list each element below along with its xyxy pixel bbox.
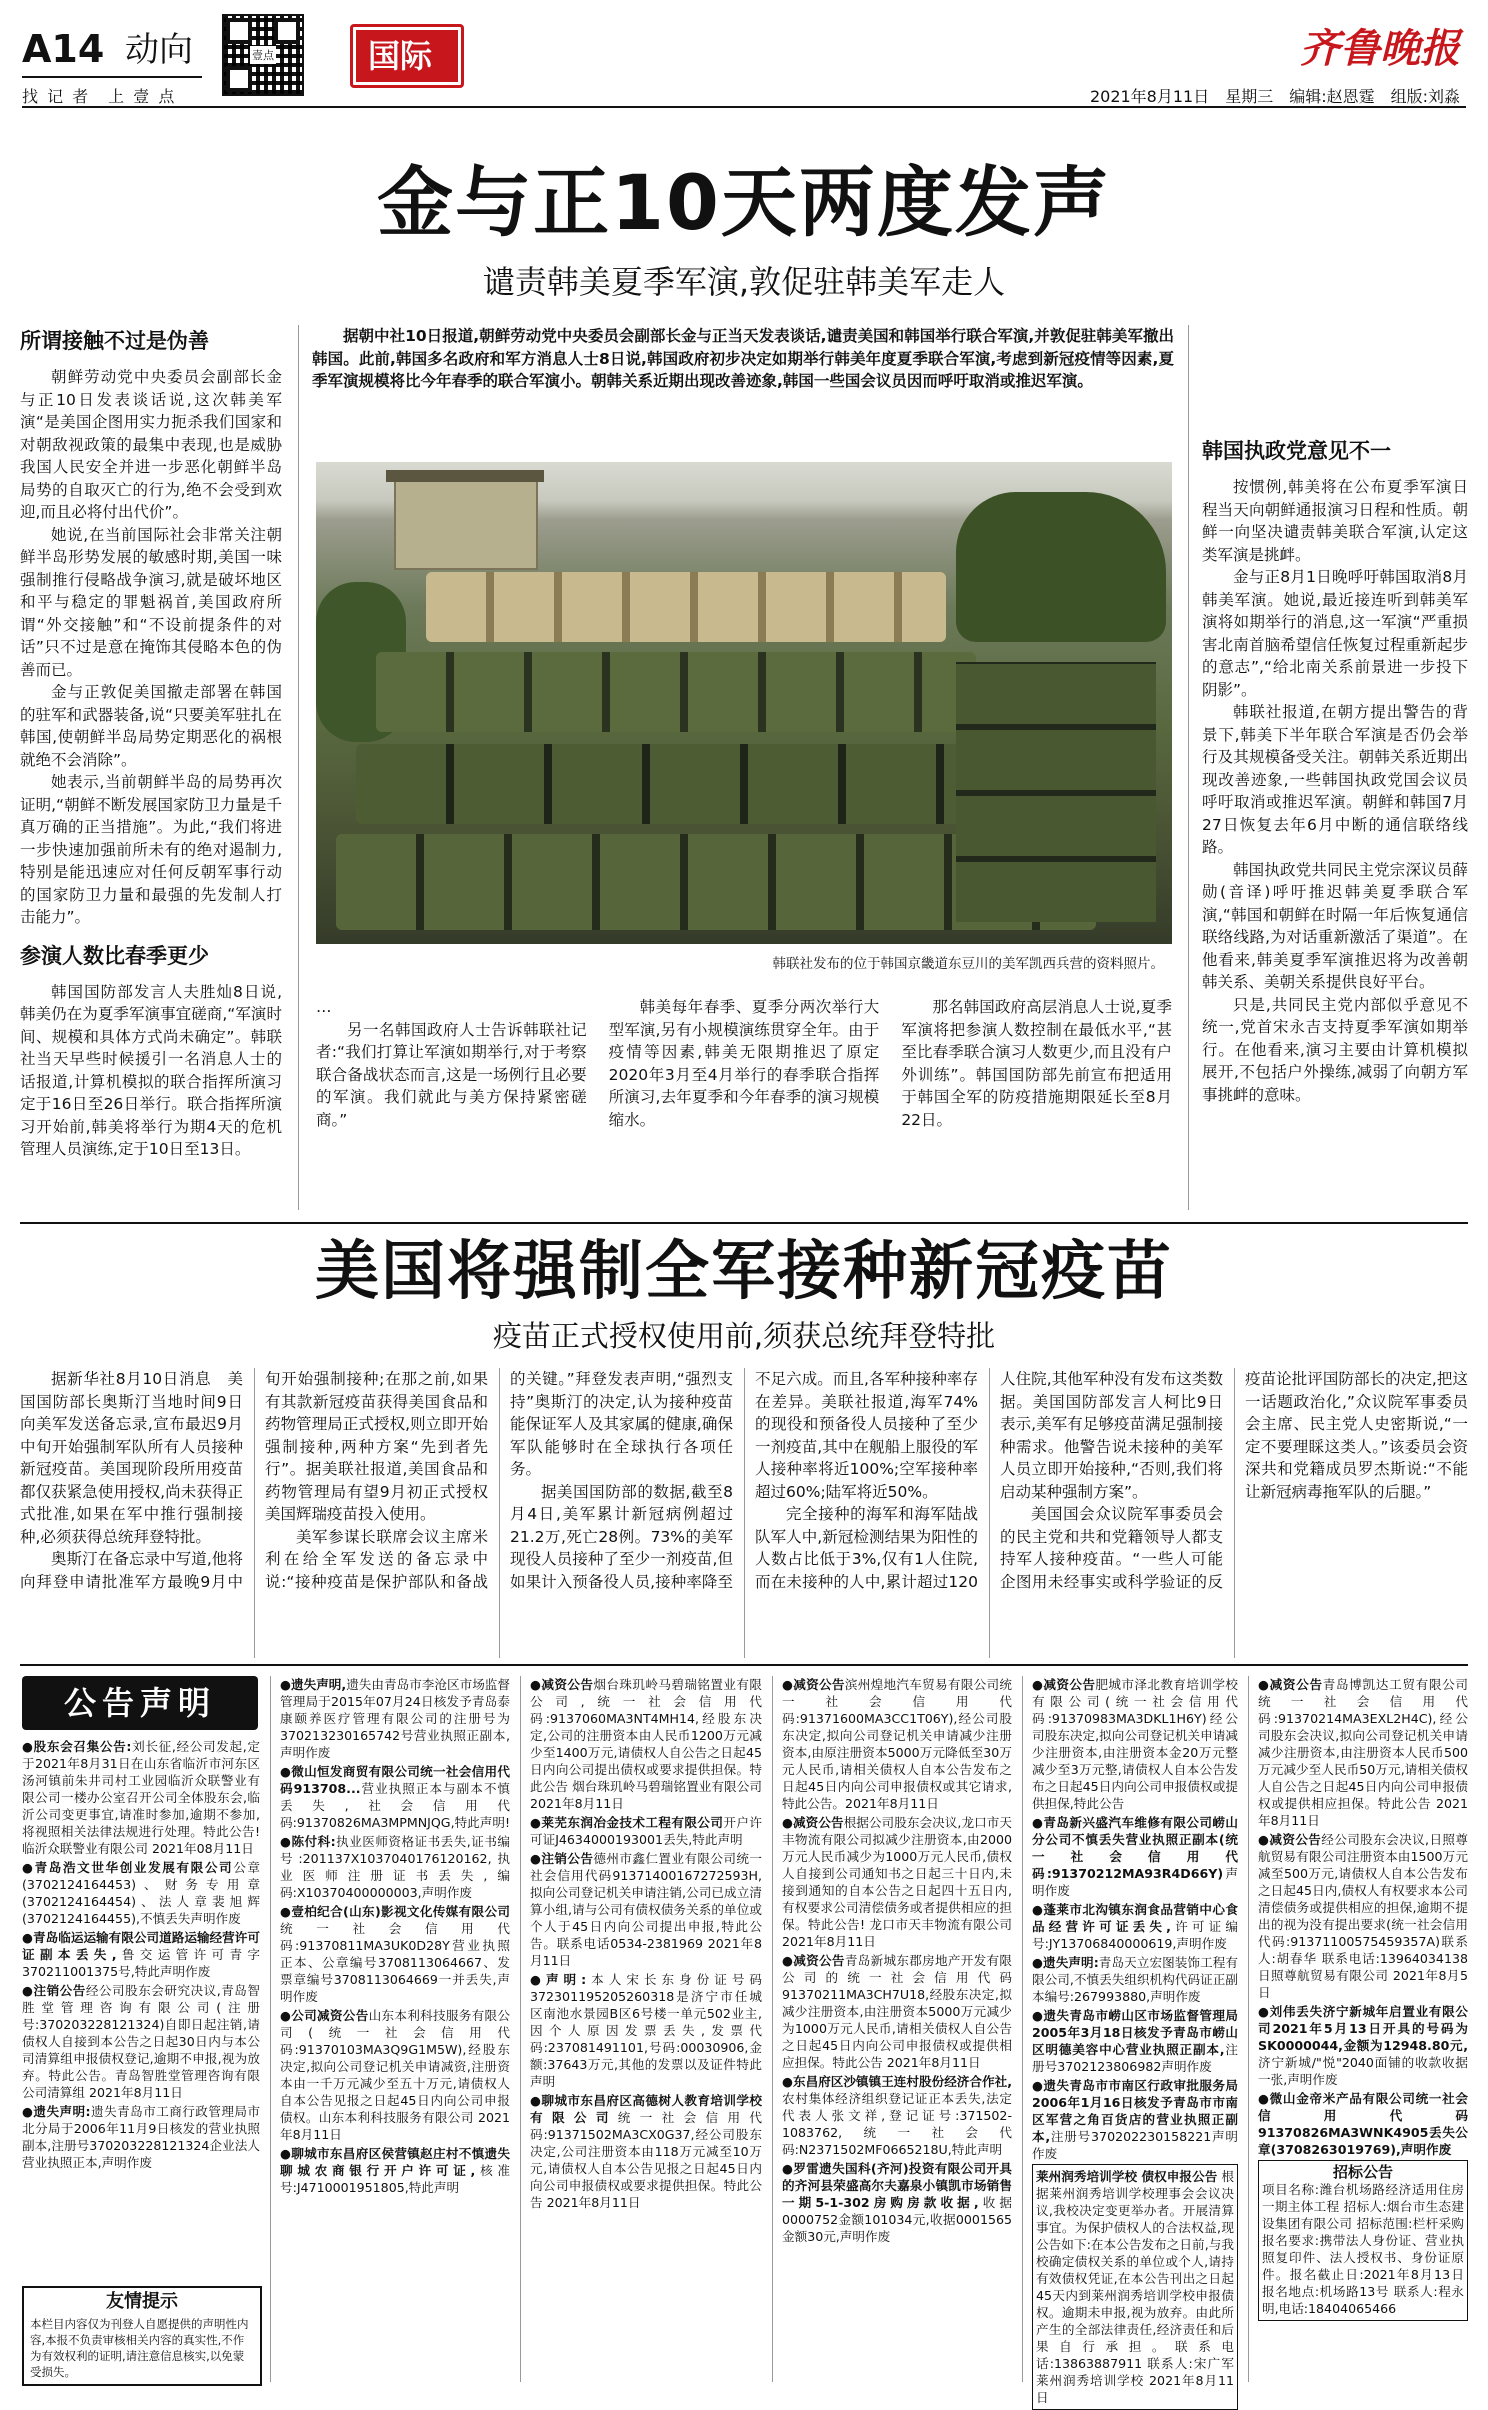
- paragraph: 另一名韩国政府人士告诉韩联社记者:“我们打算让军演如期举行,对于考察联合备战状态而言,这是一场例行且必要的军演。我们就此与美方保持紧密磋商。”: [316, 1020, 587, 1129]
- page-number: A14: [22, 27, 105, 71]
- article-separator: [20, 1222, 1468, 1224]
- photo-vehicle-row: [356, 744, 1036, 824]
- notice-item: ●莱芜东润冶金技术工程有限公司开户许可证J4634000193001丢失,特此声明: [530, 1815, 762, 1847]
- qr-label: 壹点: [250, 46, 276, 64]
- photo-building: [394, 476, 538, 570]
- notice-column-3: [530, 1676, 762, 2386]
- section-name: 动向: [125, 30, 193, 70]
- article2-title: 美国将强制全军接种新冠疫苗: [315, 1235, 1173, 1309]
- article1-middle-columns: [316, 996, 1172, 1216]
- notice-item: ●蓬莱市北沟镇东润食品营销中心食品经营许可证丢失,许可证编号:JY13706840000619,声明作废: [1032, 1902, 1238, 1951]
- article1-subtitle: 谴责韩美夏季军演,敦促驻韩美军走人: [482, 263, 1006, 301]
- qr-finder-icon: [226, 18, 252, 44]
- photo-caption: 韩联社发布的位于韩国京畿道东豆川的美军凯西兵营的资料照片。: [772, 956, 1164, 972]
- paragraph: 据新华社8月10日消息 美国国防部长奥斯汀当地时间9日向美军发送备忘录,宣布最迟9月中旬开始强制军队所有人员接种新冠疫苗。美国现阶段所用疫苗都仅获紧急使用授权,尚未获得正式批准,如果在军中推行强制接种,必须获得总统拜登特批。: [20, 1370, 243, 1546]
- notice-item: ●公司减资公告山东本利科技服务有限公司(统一社会信用代码:91370103MA3Q9G1M5W),经股东决定,拟向公司登记机关申请减资,注册资本由一千万元减少至五十万元,请债权人自本公告见报之日起45日内向公司申报债权。山东本利科技服务有限公司 2021年8月11日: [280, 2008, 510, 2142]
- left-subheading: 参演人数比春季更少: [20, 943, 209, 968]
- qr-code[interactable]: [222, 14, 304, 96]
- notice-item: ●青岛临运运输有限公司道路运输经营许可证副本丢失,鲁交运管许可青字370211001375号,特此声明作废: [22, 1930, 260, 1979]
- notice-banner: [22, 1676, 258, 1730]
- notice-column-4: [782, 1676, 1012, 2386]
- notice-item: ●减资公告滨州煌地汽车贸易有限公司统一社会信用代码:91371600MA3CC1T06Y),经公司股东决定,拟向公司登记机关申请减少注册资本,由原注册资本5000万元降低至30万元人民币,请相关债权人自本公告发布之日起45日内向公司申报债权或其它请求,特此公告。2021年8月11日: [782, 1677, 1012, 1811]
- paragraph: 完全接种的海军和海军陆战队军人中,新冠检测结果为阳性的人数占比低于3%,仅有1人住院,而在未接种的人中,累计超过120人住院,其他军种没有发布这类数据。美国国防部发言人柯比9日表示,美军有足够疫苗满足强制接种需求。他警告说未接种的美军人员立即开始接种,“否则,我们将启动某种强制方案”。: [755, 1370, 1223, 1591]
- paragraph: 她表示,当前朝鲜半岛的局势再次证明,“朝鲜不断发展国家防卫力量是千真万确的正当措施”。为此,“我们将进一步快速加强前所未有的绝对遏制力,特别是能迅速应对任何反朝军事行动的国家防卫力量和最强的先发制人打击能力”。: [20, 773, 282, 926]
- notice-column-6: [1258, 1676, 1468, 2386]
- column-divider: [1022, 1676, 1023, 2382]
- paragraph: 韩美每年春季、夏季分两次举行大型军演,另有小规模演练贯穿全年。由于疫情等因素,韩美无限期推迟了原定2020年3月至4月举行的春季联合指挥所演习,去年夏季和今年春季的演习规模缩水。: [608, 998, 880, 1129]
- paragraph: 韩联社报道,在朝方提出警告的背景下,韩美下半年联合军演是否仍会举行及其规模备受关注。朝韩关系近期出现改善迹象,一些韩国执政党国会议员呼吁取消或推迟军演。朝鲜和韩国7月27日恢复去年6月中断的通信联络线路。: [1202, 703, 1468, 856]
- paragraph: 金与正敦促美国撤走部署在韩国的驻军和武器装备,说“只要美军驻扎在韩国,使朝鲜半岛局势定期恶化的祸根就绝不会消除”。: [20, 683, 282, 769]
- paragraph: 按惯例,韩美将在公布夏季军演日程当天向朝鲜通报演习日程和性质。朝鲜一向坚决谴责韩美联合军演,认定这类军演是挑衅。: [1202, 478, 1468, 564]
- paragraph: 奥斯汀在备忘录中写道,他将向拜登申请批准军方最晚9月中旬开始强制接种;在那之前,如果有其款新冠疫苗获得美国食品和药物管理局正式授权,则立即开始强制接种,两种方案“先到者先行”。据美联社报道,美国食品和药物管理局有望9月初正式授权美国辉瑞疫苗投入使用。: [20, 1370, 488, 1591]
- paragraph: 美军参谋长联席会议主席米利在给全军发送的备忘录中说:“接种疫苗是保护部队和备战的关键。”拜登发表声明,“强烈支持”奥斯汀的决定,认为接种疫苗能保证军人及其家属的健康,确保军队能够时在全球执行各项任务。: [265, 1370, 733, 1591]
- notice-item: ●注销公告经公司股东会研究决议,青岛智胜堂管理咨询有限公司(注册号:370203228121324)自即日起注销,请债权人自接到本公告之日起30日内与本公司清算组申报债权登记,逾期不申报,视为放弃。特此公告。青岛智胜堂管理咨询有限公司清算组 2021年8月11日: [22, 1983, 260, 2100]
- paragraph: 据美国国防部的数据,截至8月4日,美军累计新冠病例超过21.2万,死亡28例。73%的美军现役人员接种了至少一剂疫苗,但如果计入预备役人员,接种率降至不足六成。而且,各军种接种率存在差异。美联社报道,海军74%的现役和预备役人员接种了至少一剂疫苗,其中在舰船上服役的军人接种率将近100%;空军接种率超过60%;陆军将近50%。: [510, 1370, 978, 1591]
- column-divider: [270, 1676, 271, 2382]
- notice-item: ●注销公告德州市鑫仁置业有限公司统一社会信用代码91371400167272593H,拟向公司登记机关申请注销,公司已成立清算小组,请与公司有债权债务关系的单位或个人于45日内向公司提出申报,特此公告。联系电话0534-2381969 2021年8月11日: [530, 1851, 762, 1968]
- notice-column-5: [1032, 1676, 1238, 2405]
- notice-item: ●青岛新兴盛汽车维修有限公司崂山分公司不慎丢失营业执照正副本(统一社会信用代码:91370212MA93R4D66Y)声明作废: [1032, 1815, 1238, 1898]
- notice-item: ●东昌府区沙镇镇王连村股份经济合作社,农村集体经济组织登记证正本丢失,法定代表人张文祥,登记证号:371502-1083762,统一社会代码:N2371502MF0665218U,特此声明: [782, 2074, 1012, 2157]
- notice-item: ●壹柏纪合(山东)影视文化传媒有限公司统一社会信用代码:91370811MA3UK0D28Y营业执照正本、公章编号3708113064667、发票章编号3708113064669一并丢失,声明作废: [280, 1904, 510, 2004]
- column-divider: [1248, 1676, 1249, 2382]
- notice-item: ●微山恒发商贸有限公司统一社会信用代码913708...营业执照正本与副本不慎丢失,社会信用代码:91370826MA3MPMNJQG,特此声明!: [280, 1764, 511, 1830]
- notice-item: ●减资公告肥城市泽北教育培训学校有限公司(统一社会信用代码:91370983MA3DKL1H6Y)经公司股东决定,拟向公司登记机关申请减少注册资本,由注册资本金20万元整减少至3万元整,请债权人自本公告发布之日起45日内向公司申报债权或提供担保,特此公告: [1032, 1677, 1238, 1811]
- page-header: [0, 0, 1488, 110]
- notice-item: ●微山金帝米产品有限公司统一社会信用代码91370826MA3WNK4905丢失公章(3708263019769),声明作废: [1258, 2091, 1468, 2157]
- paragraph: 朝鲜劳动党中央委员会副部长金与正10日发表谈话说,这次韩美军演“是美国企图用实力扼杀我们国家和对朝敌视政策的最集中表现,也是威胁我国人民安全并进一步恶化朝鲜半岛局势的自取灭亡的行为,绝不会受到欢迎,而且必将付出代价”。: [20, 368, 282, 521]
- notice-item: ●股东会召集公告:刘长征,经公司发起,定于2021年8月31日在山东省临沂市河东区汤河镇前朱井司村工业园临沂众联警业有限公司一楼办公室召开公司全体股东会,临沂公司变更事宜,请准时参加,逾期不参加,将视照相关法律法规进行处理。特此公告!临沂众联警业有限公司 2021年08月11日: [22, 1739, 260, 1856]
- notice-item: ●聊城市东昌府区侯营镇赵庄村不慎遗失聊城农商银行开户许可证,核准号:J4710001951805,特此声明: [280, 2146, 510, 2195]
- photo-building-roof: [386, 470, 544, 482]
- paragraph: 韩国国防部发言人夫胜灿8日说,韩美仍在为夏季军演事宜磋商,“军演时间、规模和具体方式尚未确定”。韩联社当天早些时候援引一名消息人士的话报道,计算机模拟的联合指挥所演习定于16日至26日举行。联合指挥所演习开始前,韩美将举行为期4天的危机管理人员演练,定于10日至13日。: [20, 982, 282, 1158]
- notice-item: 莱州润秀培训学校 债权申报公告 根据莱州润秀培训学校理事会会议决议,我校决定变更举办者。开展清算事宜。为保护债权人的合法权益,现公告如下:在本公告发布之日前,与我校确定债权关系的单位或个人,请持有效债权凭证,在本公告刊出之日起45天内到莱州润秀培训学校申报债权。逾期未申报,视为放弃。由此所产生的全部法律责任,经济责任和后果自行承担。联系电话:13863887911 联系人:宋广军 莱州润秀培训学校 2021年8月11日: [1032, 2164, 1238, 2410]
- photo-vehicle-row: [376, 652, 976, 732]
- article1-title: 金与正10天两度发声: [377, 158, 1111, 247]
- friendly-tip-text: 本栏目内容仅为刊登人自愿提供的声明性内容,本报不负责审核相关内容的真实性,不作为有效权利的证明,请注意信息核实,以免蒙受损失。: [30, 2317, 249, 2379]
- section-underline: [22, 76, 202, 78]
- notice-item: ●青岛浩文世华创业发展有限公司公章(3702124164453)、财务专用章(3702124164454)、法人章裴旭辉(3702124164455),不慎丢失声明作废: [22, 1860, 260, 1926]
- article-separator: [20, 1664, 1468, 1666]
- photo-tree: [956, 492, 1166, 642]
- article1-lead: [312, 325, 1174, 393]
- masthead-logo: 齐鲁晚报: [1300, 25, 1460, 72]
- notice-item: ●减资公告烟台珠玑岭马碧瑞铭置业有限公司,统一社会信用代码:9137060MA3NT4MH14,经股东决定,公司的注册资本由人民币1200万元减少至1400万元,请债权人自公告之日起45日内向公司提出债权或要求提供担保。特此公告 烟台珠玑岭马碧瑞铭置业有限公司 2021年8月11日: [530, 1677, 762, 1811]
- notice-item: ●减资公告根据公司股东会决议,龙口市天丰物流有限公司拟减少注册资本,由2000万元人民币减少为1000万元人民币,债权人自接到公司通知书之日起三十日内,未接到通知的自本公告之日起四十五日内,有权要求公司清偿债务或者提供相应的担保。特此公告! 龙口市天丰物流有限公司 2021年8月11日: [782, 1815, 1012, 1949]
- qr-finder-icon: [274, 18, 300, 44]
- header-tagline: 找 记 者 上 壹 点: [22, 87, 177, 106]
- article2-body: [20, 1368, 1468, 1658]
- photo-vehicle-row: [426, 572, 946, 642]
- column-divider: [1188, 325, 1189, 1210]
- notice-item: ●声明:本人宋长东身份证号码372301195205260318是济宁市任城区南池水景园B区6号楼一单元502业主,因个人原因发票丢失,发票代码:237081491101,号码:00030906,金额:37643万元,其他的发票以及证件特此声明: [530, 1972, 763, 2089]
- left-subheading: 所谓接触不过是伪善: [20, 329, 209, 353]
- notice-item: ●减资公告青岛博凯达工贸有限公司统一社会信用代码:91370214MA3EXL2H4C),经公司股东会决议,拟向公司登记机关申请减少注册资本,由注册资本人民币500万元减少至人民币50万元,请相关债权人自公告之日起45日内向公司申报债权或提供相应担保。特此公告 2021年8月11日: [1258, 1677, 1468, 1828]
- photo-vehicle-row: [956, 662, 1156, 922]
- notice-item: ●罗雷遗失国科(齐河)投资有限公司开具的齐河县荣盛高尔夫嘉泉小镇凯市场销售一期5-1-302房购房款收据,收据0000752金额101034元,收据0001565金额30元,声明作废: [782, 2161, 1012, 2244]
- notice-column-1: [22, 1738, 260, 2278]
- article1-left-column: [20, 320, 282, 1220]
- notice-item: ●陈付科:执业医师资格证书丢失,证书编号:201137X1037040176120162,执业医师注册证书丢失,编码:X10370400000003,声明作废: [280, 1834, 510, 1900]
- notice-item: ●刘伟丢失济宁新城年启置业有限公司2021年5月13日开具的号码为SK0000044,金额为12948.80元,济宁新城/"悦"2040面铺的收款收据一张,声明作废: [1258, 2004, 1468, 2087]
- notice-item: ●遗失青岛市崂山区市场监督管理局2005年3月18日核发予青岛市崂山区明德美容中心营业执照正副本,注册号3702123806982声明作废: [1032, 2008, 1238, 2074]
- qr-finder-icon: [226, 66, 252, 92]
- paragraph: 她说,在当前国际社会非常关注朝鲜半岛形势发展的敏感时期,美国一味强制推行侵略战争演习,就是破坏地区和平与稳定的罪魁祸首,美国政府所谓“外交接触”和“不设前提条件的对话”只不过是意在掩饰其侵略本色的伪善而已。: [20, 525, 282, 679]
- paragraph: …: [316, 998, 332, 1016]
- notice-item: ●遗失声明:青岛天立宏图装饰工程有限公司,不慎丢失组织机构代码证正副本编号:267993880,声明作废: [1032, 1955, 1238, 2004]
- notice-column-2: [280, 1676, 510, 2386]
- notice-item: ●聊城市东昌府区高德树人教育培训学校有限公司统一社会信用代码:91371502MA3CX0G37,经公司股东决定,公司注册资本由118万元减至10万元,请债权人自本公告见报之日起45日内向公司申报债权或要求提供担保。特此公告 2021年8月11日: [530, 2093, 763, 2210]
- notice-item: ●减资公告经公司股东会决议,日照尊航贸易有限公司注册资本由1500万元减至500万元,请债权人自本公告发布之日起45日内,债权人有权要求本公司清偿债务或提供相应的担保,逾期不提出的视为没有提出要求(统一社会信用代码:91371100575459357A)联系人:胡春华 联系电话:13964034138 日照尊航贸易有限公司 2021年8月5日: [1258, 1832, 1468, 2000]
- friendly-tip-box: [22, 2286, 262, 2386]
- paragraph: 金与正8月1日晚呼吁韩国取消8月韩美军演。她说,最近接连听到韩美军演将如期举行的消息,这一军演“严重损害北南首脑希望信任恢复过程重新起步的意志”,“给北南关系前景进一步投下阴影”。: [1202, 568, 1468, 699]
- news-photo[interactable]: [316, 462, 1172, 972]
- notice-item: ●遗失声明,遗失由青岛市李沧区市场监督管理局于2015年07月24日核发予青岛泰康颐养医疗管理有限公司的注册号为370213230165742号营业执照正副本,声明作废: [280, 1677, 510, 1760]
- notice-item: ●遗失青岛市市南区行政审批服务局2006年1月16日核发予青岛市市南区军营之角百货店的营业执照正副本,注册号370202230158221声明作废: [1032, 2078, 1238, 2161]
- column-divider: [298, 325, 299, 1210]
- right-subheading: 韩国执政党意见不一: [1202, 439, 1391, 463]
- column-divider: [772, 1676, 773, 2382]
- lead-paragraph: 据朝中社10日报道,朝鲜劳动党中央委员会副部长金与正当天发表谈话,谴责美国和韩国举行联合军演,并敦促驻韩美军撤出韩国。此前,韩国多名政府和军方消息人士8日说,韩国政府初步决定如期举行韩美年度夏季联合军演,考虑到新冠疫情等因素,夏季军演规模将比今年春季的联合军演小。朝韩关系近期出现改善迹象,韩国一些国会议员因而呼吁取消或推迟军演。: [312, 327, 1174, 390]
- channel-name: 国际: [368, 37, 433, 75]
- header-rule: [22, 106, 1466, 108]
- notice-banner-title: 公告声明: [63, 1684, 216, 1722]
- column-divider: [520, 1676, 521, 2382]
- article2-subtitle: 疫苗正式授权使用前,须获总统拜登特批: [492, 1319, 996, 1353]
- notice-item: 招标公告 项目名称:潍台机场路经济适用住房一期主体工程 招标人:烟台市生态建设集团有限公司 招标范围:栏杆采购 报名要求:携带法人身份证、营业执照复印件、法人授权书、身份证原件。报名截止日:2021年8月13日 报名地点:机场路13号 联系人:程永明,电话:18404065466: [1258, 2160, 1468, 2321]
- paragraph: 那名韩国政府高层消息人士说,夏季军演将把参演人数控制在最低水平,“甚至比春季联合演习人数更少,而且没有户外训练”。韩国国防部先前宣布把适用于韩国全军的防疫措施期限延长至8月22日。: [901, 998, 1172, 1129]
- notice-item: ●遗失声明:遗失青岛市工商行政管理局市北分局于2006年11月9日核发的营业执照副本,注册号370203228121324企业法人营业执照正本,声明作废: [22, 2104, 260, 2170]
- paragraph: 只是,共同民主党内部似乎意见不统一,党首宋永吉支持夏季军演如期举行。在他看来,演习主要由计算机模拟展开,不包括户外操练,减弱了向朝方军事挑衅的意味。: [1202, 995, 1468, 1104]
- friendly-tip-title: 友情提示: [106, 2291, 178, 2312]
- paragraph: 美国国会众议院军事委员会的民主党和共和党籍领导人都支持军人接种疫苗。“一些人可能企图用未经事实或科学验证的反疫苗论批评国防部长的决定,把这一话题政治化,”众议院军事委员会主席、民主党人史密斯说,“一定不要理睬这类人。”该委员会资深共和党籍成员罗杰斯说:“不能让新冠病毒拖军队的后腿。”: [1000, 1370, 1468, 1591]
- article1-right-column: [1202, 430, 1468, 1220]
- paragraph: 韩国执政党共同民主党宗深议员薛勋(音译)呼吁推迟韩美夏季联合军演,“韩国和朝鲜在时隔一年后恢复通信联络线路,为对话重新激活了渠道”。在他看来,韩美夏季军演推迟将为改善朝韩关系、美朝关系提供良好平台。: [1202, 860, 1468, 991]
- date-line: 2021年8月11日 星期三 编辑:赵恩霆 组版:刘淼: [1089, 87, 1460, 106]
- notice-item: ●减资公告青岛新城东郡房地产开发有限公司的统一社会信用代码91370211MA3CH7U18,经股东决定,拟减少注册资本,由注册资本5000万元减少为1000万元人民币,请相关债权人自公告之日起45日内向公司申报债权或提供相应担保。特此公告 2021年8月11日: [782, 1953, 1012, 2070]
